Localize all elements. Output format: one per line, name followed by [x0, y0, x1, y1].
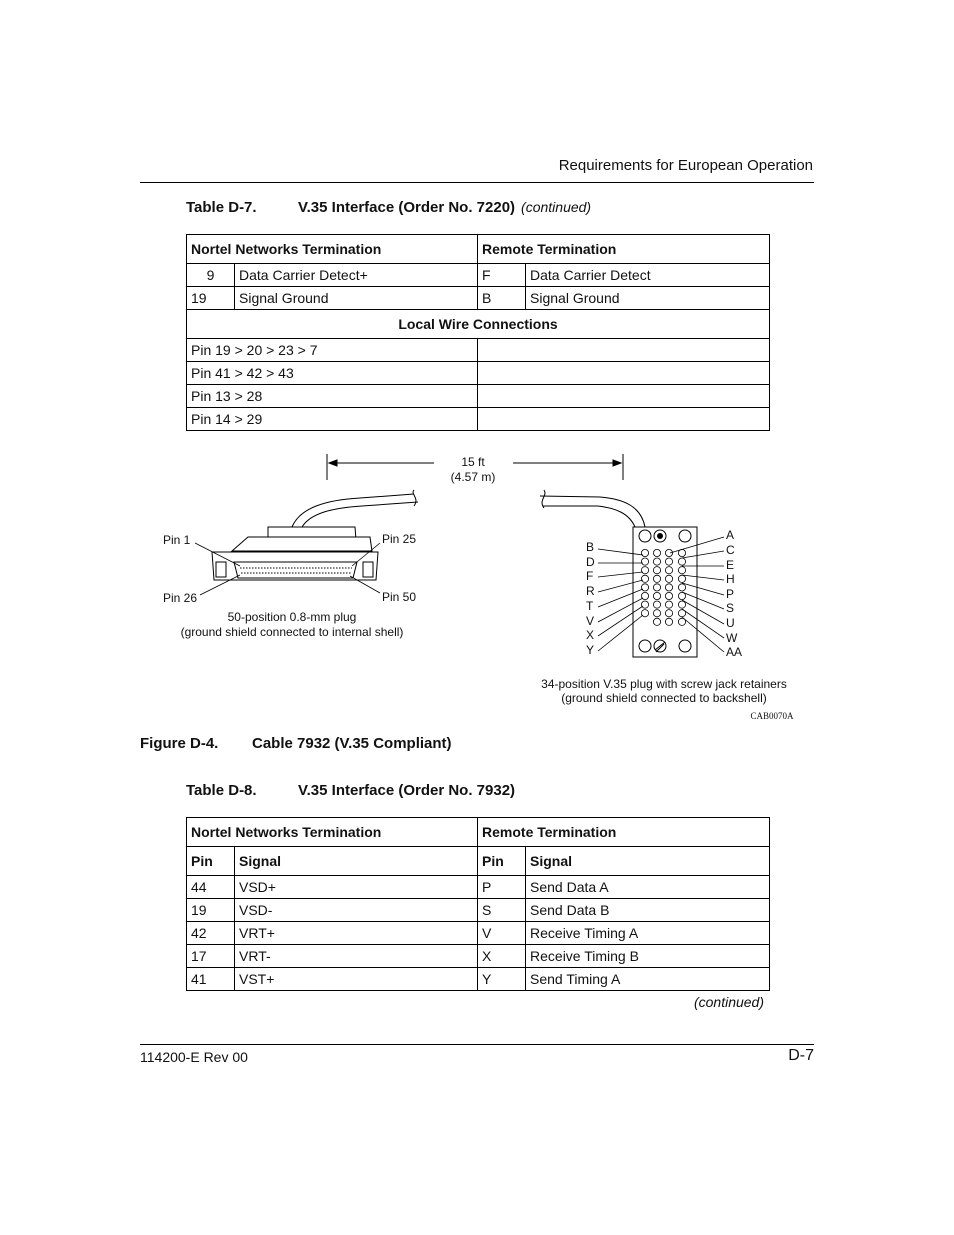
signal-cell: VST+ [235, 968, 478, 991]
cable-left [292, 490, 418, 527]
pin-letter-w: W [726, 631, 738, 645]
table-d8-title: V.35 Interface (Order No. 7932) [298, 782, 516, 799]
remote-pin-cell: V [478, 922, 526, 945]
pin-letter-x: X [586, 628, 595, 642]
pin-hole [653, 584, 660, 591]
pin-letter-y: Y [586, 643, 595, 657]
pin-letter-aa: AA [726, 645, 743, 659]
pin-letter-r: R [586, 584, 595, 598]
pin-hole [665, 584, 672, 591]
pin-letter-e: E [726, 558, 735, 572]
pin-hole [678, 584, 685, 591]
signal-cell: Data Carrier Detect+ [235, 264, 478, 287]
table-d7-title: V.35 Interface (Order No. 7220) [298, 199, 516, 216]
subheader-remote-pin: Pin [478, 847, 526, 876]
length-ft-label: 15 ft [461, 455, 485, 469]
pin-cell: 17 [187, 945, 235, 968]
signal-cell: VRT- [235, 945, 478, 968]
table-row [187, 945, 770, 968]
pin-hole [665, 575, 672, 582]
pin-hole [641, 601, 648, 608]
table-row [187, 876, 770, 899]
plug-34-position-icon [633, 527, 697, 657]
pin-letter-b: B [586, 540, 595, 554]
pin-letter-u: U [726, 616, 735, 630]
pin-hole [665, 567, 672, 574]
pin-hole [678, 592, 685, 599]
local-wire-cell: Pin 14 > 29 [187, 408, 478, 431]
pin-letter-h: H [726, 572, 735, 586]
pin-hole [665, 549, 672, 556]
pin-hole [665, 618, 672, 625]
pin-letter-v: V [586, 614, 595, 628]
remote-signal-cell: Receive Timing B [526, 945, 770, 968]
header-nortel-termination: Nortel Networks Termination [187, 235, 478, 264]
plug-50-shield-note: (ground shield connected to internal shell) [180, 625, 404, 639]
table-row [187, 899, 770, 922]
pin-letter-s: S [726, 601, 735, 615]
signal-cell: VSD- [235, 899, 478, 922]
table-d7-continued: (continued) [521, 199, 592, 215]
pin-letter-t: T [586, 599, 594, 613]
remote-signal-cell: Data Carrier Detect [526, 264, 770, 287]
remote-signal-cell: Signal Ground [526, 287, 770, 310]
remote-signal-cell: Send Data B [526, 899, 770, 922]
table-d8 [186, 817, 770, 991]
table-header-row [187, 818, 770, 847]
running-header: Requirements for European Operation [558, 157, 813, 174]
cable-right [540, 490, 645, 527]
pin-hole [641, 567, 648, 574]
remote-pin-cell: B [478, 287, 526, 310]
pin-letter-f: F [586, 569, 594, 583]
pin-hole [653, 567, 660, 574]
pin-letter-d: D [586, 555, 595, 569]
local-wire-cell: Pin 13 > 28 [187, 385, 478, 408]
header-nortel-termination: Nortel Networks Termination [187, 818, 478, 847]
pin-25-label: Pin 25 [382, 532, 417, 546]
pin-letter-a: A [726, 528, 735, 542]
remote-pin-cell: F [478, 264, 526, 287]
pin-hole [641, 575, 648, 582]
table-d8-continued: (continued) [693, 994, 764, 1010]
remote-pin-cell: X [478, 945, 526, 968]
pin-cell: 44 [187, 876, 235, 899]
pin-hole [665, 610, 672, 617]
local-wire-header: Local Wire Connections [187, 310, 770, 339]
table-row [187, 922, 770, 945]
subheader-remote-signal: Signal [526, 847, 770, 876]
table-subheader-row [187, 847, 770, 876]
pin-hole [665, 558, 672, 565]
pin-cell: 19 [187, 287, 235, 310]
pin-cell: 9 [187, 264, 235, 287]
page-number: D-7 [788, 1047, 814, 1064]
signal-cell: VRT+ [235, 922, 478, 945]
table-row [187, 968, 770, 991]
local-wire-cell: Pin 19 > 20 > 23 > 7 [187, 339, 478, 362]
pin-hole [678, 567, 685, 574]
pin-hole [641, 558, 648, 565]
remote-signal-cell: Send Timing A [526, 968, 770, 991]
pin-50-label: Pin 50 [382, 590, 417, 604]
table-d8-number: Table D-8. [186, 782, 257, 799]
remote-signal-cell: Send Data A [526, 876, 770, 899]
signal-cell: Signal Ground [235, 287, 478, 310]
pin-hole [678, 558, 685, 565]
plug-34-description: 34-position V.35 plug with screw jack retainers [541, 677, 787, 691]
plug-34-shield-note: (ground shield connected to backshell) [561, 691, 767, 705]
header-remote-termination: Remote Termination [478, 818, 770, 847]
footer-rule [140, 1044, 814, 1045]
left-pin-letters [586, 540, 595, 657]
pin-hole [653, 610, 660, 617]
figure-d4-number: Figure D-4. [140, 735, 219, 752]
subheader-signal: Signal [235, 847, 478, 876]
subheader-pin: Pin [187, 847, 235, 876]
pin-hole [678, 575, 685, 582]
plug-50-description: 50-position 0.8-mm plug [227, 610, 357, 624]
pin-hole [653, 549, 660, 556]
plug-50-position-icon [212, 527, 378, 580]
pin-hole [641, 584, 648, 591]
figure-d4-caption [140, 735, 452, 752]
remote-pin-cell: S [478, 899, 526, 922]
pin-hole [665, 601, 672, 608]
header-remote-termination: Remote Termination [478, 235, 770, 264]
pin-hole [665, 592, 672, 599]
length-m-label: (4.57 m) [450, 470, 496, 484]
pin-hole [653, 601, 660, 608]
pin-cell: 41 [187, 968, 235, 991]
right-pin-letters [726, 528, 742, 659]
pin-letter-p: P [726, 587, 735, 601]
pin-hole [653, 592, 660, 599]
pin-cell: 19 [187, 899, 235, 922]
pin-26-label: Pin 26 [163, 591, 198, 605]
table-d7-number: Table D-7. [186, 199, 257, 216]
local-wire-cell: Pin 41 > 42 > 43 [187, 362, 478, 385]
pin-hole [653, 575, 660, 582]
pin-hole [678, 601, 685, 608]
signal-cell: VSD+ [235, 876, 478, 899]
figure-d4-title: Cable 7932 (V.35 Compliant) [252, 735, 452, 752]
pin-hole [653, 618, 660, 625]
doc-number: 114200-E Rev 00 [140, 1049, 248, 1065]
pin-cell: 42 [187, 922, 235, 945]
art-id-label: CAB0070A [750, 711, 794, 721]
remote-signal-cell: Receive Timing A [526, 922, 770, 945]
pin-letter-c: C [726, 543, 735, 557]
remote-pin-cell: Y [478, 968, 526, 991]
table-d8-caption [186, 782, 515, 799]
pin-1-label: Pin 1 [163, 533, 191, 547]
pin-hole [653, 558, 660, 565]
remote-pin-cell: P [478, 876, 526, 899]
pin-hole [641, 549, 648, 556]
